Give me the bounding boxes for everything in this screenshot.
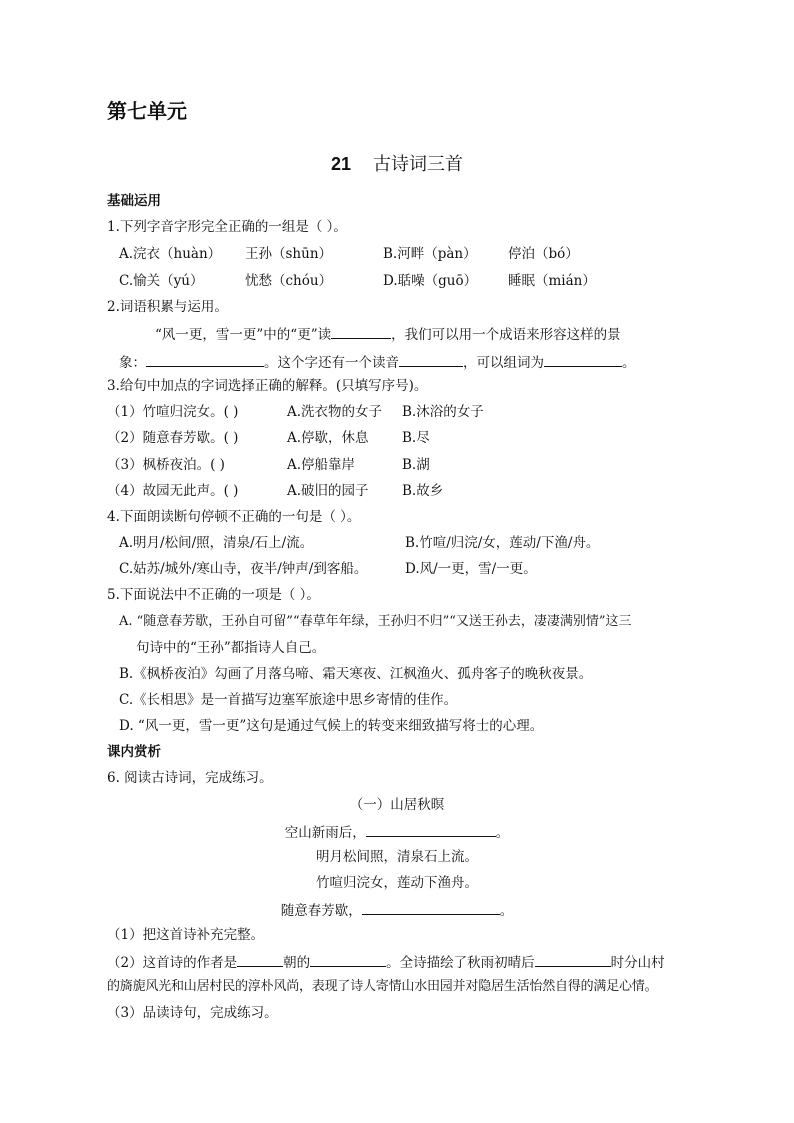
question-1-stem: 1.下列字音字形完全正确的一组是（ ）。 [107,219,347,235]
q5-option-d: D. “风一更，雪一更”这句是通过气候上的转变来细致描写将士的心理。 [119,718,544,734]
q1-option-b1: B.河畔（pàn） [383,246,477,262]
q2-text-2: ，我们可以用一个成语来形容这样的景 [391,327,621,343]
question-2-stem: 2.词语积累与运用。 [107,299,228,315]
q6-s2-text-1: （2）这首诗的作者是 [107,955,238,971]
poem-blank-2[interactable] [362,900,500,915]
q3-item-1-option-b: B.沐浴的女子 [402,404,484,420]
q5-option-b: B.《枫桥夜泊》勾画了月落乌啼、霜天寒夜、江枫渔火、孤舟客子的晚秋夜景。 [119,666,593,682]
q1-option-c2: 忧愁（chóu） [245,273,333,289]
q3-item-4: （4）故园无此声。( ) [107,483,239,499]
q3-item-3-option-a: A.停船靠岸 [287,457,356,473]
q6-subquestion-1: （1）把这首诗补充完整。 [107,927,265,943]
question-6-stem: 6. 阅读古诗词，完成练习。 [107,770,273,786]
q6-s2-text-4: 时分山村 [610,955,665,971]
poem-line-1 [0,822,794,842]
q3-item-2-option-b: B.尽 [402,430,430,446]
q3-item-1-option-a: A.洗衣物的女子 [287,404,383,420]
poem-line-1-end: 。 [495,825,510,841]
question-4-stem: 4.下面朗读断句停顿不正确的一句是（ ）。 [107,509,361,525]
q3-item-2-option-a: A.停歇，休息 [287,430,369,446]
section-heading-in-class: 课内赏析 [107,744,161,760]
poem-line-1-text: 空山新雨后， [284,825,366,841]
lesson-name: 古诗词三首 [373,154,464,175]
q1-option-c1: C.愉关（yú） [119,273,204,289]
q3-item-4-option-a: A.破旧的园子 [287,483,369,499]
poem-line-4-text: 随意春芳歇， [280,903,362,919]
q6-blank-author[interactable] [310,952,386,967]
q5-option-c: C.《长相思》是一首描写边塞军旅途中思乡寄情的佳作。 [119,692,458,708]
q3-item-1: （1）竹喧归浣女。( ) [107,404,239,420]
poem-line-4-end: 。 [499,903,514,919]
q1-option-d2: 睡眠（mián） [508,273,596,289]
q2-line-1 [155,324,621,344]
lesson-title [0,152,794,177]
q4-option-b: B.竹喧/归浣/女，莲动/下渔/舟。 [405,535,600,551]
section-heading-basic: 基础运用 [107,193,161,209]
q5-option-a-line-2: 句诗中的“王孙”都指诗人自己。 [136,640,326,656]
q6-blank-time[interactable] [535,952,611,967]
q6-subquestion-2-line-1 [107,952,665,972]
q2-text-1: “风一更，雪一更”中的“更”读 [155,327,332,343]
q1-option-a2: 王孙（shūn） [245,246,333,262]
q6-subquestion-3: （3）品读诗句，完成练习。 [107,1005,278,1021]
q6-blank-dynasty[interactable] [237,952,283,967]
unit-title: 第七单元 [107,99,187,123]
q2-blank-other-reading[interactable] [399,352,463,367]
q4-option-c: C.姑苏/城外/寒山寺，夜半/钟声/到客船。 [119,561,368,577]
q2-text-4: 。这个字还有一个读音 [264,355,399,371]
q3-item-2: （2）随意春芳歇。( ) [107,430,239,446]
q1-option-d1: D.聒噪（guō） [383,273,478,289]
q6-subquestion-2-line-2: 的旖旎风光和山居村民的淳朴风尚，表现了诗人寄情山水田园并对隐居生活怡然自得的满足心情。 [107,979,658,994]
q2-blank-word[interactable] [544,352,622,367]
q3-item-4-option-b: B.故乡 [402,483,444,499]
poem-title: （一）山居秋暝 [349,797,445,813]
q6-s2-text-2: 朝的 [283,955,311,971]
question-3-stem: 3.给句中加点的字词选择正确的解释。(只填写序号)。 [107,378,428,394]
q3-item-3-option-b: B.湖 [402,457,430,473]
poem-blank-1[interactable] [366,822,496,837]
q2-line-2 [119,352,636,372]
q2-text-3: 象： [119,355,146,371]
q1-option-b2: 停泊（bó） [508,246,579,262]
lesson-number: 21 [330,154,352,174]
q2-blank-idiom[interactable] [146,352,264,367]
poem-line-4 [0,900,794,920]
q3-item-3: （3）枫桥夜泊。( ) [107,457,225,473]
q6-s2-text-3: 。全诗描绘了秋雨初晴后 [386,955,535,971]
q2-blank-pronunciation[interactable] [331,324,391,339]
q2-text-5: ，可以组词为 [463,355,544,371]
q4-option-d: D.风/一更，雪/一更。 [405,561,537,577]
question-5-stem: 5.下面说法中不正确的一项是（ ）。 [107,587,320,603]
q4-option-a: A.明月/松间/照，清泉/石上/流。 [119,535,314,551]
q2-text-6: 。 [622,355,636,371]
poem-line-3: 竹喧归浣女，莲动下渔舟。 [316,875,478,891]
q5-option-a-line-1: A. “随意春芳歇，王孙自可留”“春草年年绿，王孙归不归”“又送王孙去，凄凄满别情”这三 [119,614,632,629]
poem-line-2: 明月松间照，清泉石上流。 [316,849,478,865]
q1-option-a1: A.浣衣（huàn） [119,246,222,262]
